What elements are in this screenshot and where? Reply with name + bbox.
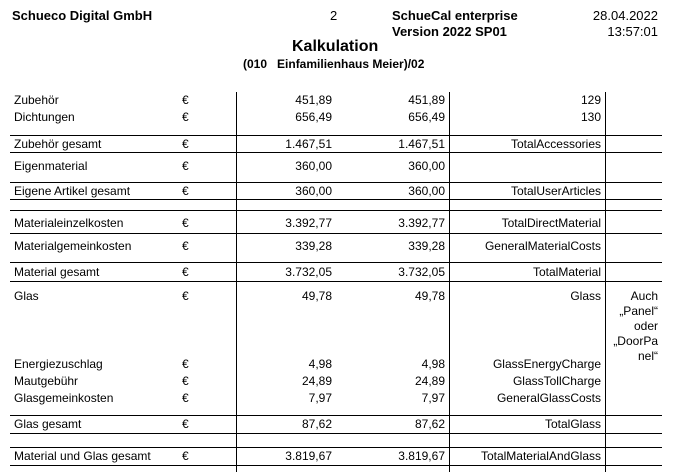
value-1: 3.392,77 (285, 216, 332, 230)
row-divider (10, 152, 662, 153)
row-code: 129 (580, 93, 601, 107)
row-code: 130 (580, 110, 601, 124)
row-label: Glas gesamt (14, 417, 82, 431)
value-1: 360,00 (295, 184, 332, 198)
row-divider (10, 262, 662, 263)
app-name: SchueCal enterprise (392, 8, 518, 23)
note-line: „DoorPa (613, 334, 658, 348)
value-2: 87,62 (414, 417, 445, 431)
company-name: Schueco Digital GmbH (12, 8, 153, 23)
value-2: 49,78 (414, 289, 445, 303)
row-label: Material gesamt (14, 265, 100, 279)
value-1: 24,89 (301, 374, 332, 388)
value-1: 49,78 (301, 289, 332, 303)
value-2: 1.467,51 (398, 137, 445, 151)
page-subtitle: (010 Einfamilienhaus Meier)/02 (243, 57, 425, 71)
value-2: 7,97 (421, 391, 445, 405)
currency-symbol: € (182, 289, 189, 303)
value-1: 451,89 (295, 93, 332, 107)
row-divider (10, 465, 662, 466)
row-code: TotalMaterialAndGlass (480, 449, 601, 463)
currency-symbol: € (182, 357, 189, 371)
currency-symbol: € (182, 391, 189, 405)
value-1: 339,28 (295, 239, 332, 253)
currency-symbol: € (182, 110, 189, 124)
currency-symbol: € (182, 417, 189, 431)
app-version: Version 2022 SP01 (392, 24, 507, 39)
row-divider (10, 281, 662, 282)
report-time: 13:57:01 (607, 24, 658, 39)
currency-symbol: € (182, 137, 189, 151)
row-label: Eigenmaterial (14, 159, 88, 173)
note-line: oder (633, 319, 658, 333)
value-2: 3.819,67 (398, 449, 445, 463)
value-2: 360,00 (408, 184, 445, 198)
value-2: 24,89 (414, 374, 445, 388)
value-2: 3.732,05 (398, 265, 445, 279)
row-divider (10, 182, 662, 183)
row-code: GeneralMaterialCosts (484, 239, 601, 253)
row-divider (10, 447, 662, 448)
row-divider (10, 233, 662, 234)
row-label: Zubehör gesamt (14, 137, 102, 151)
currency-symbol: € (182, 449, 189, 463)
row-code: TotalAccessories (510, 137, 601, 151)
row-code: TotalDirectMaterial (501, 216, 601, 230)
row-label: Materialeinzelkosten (14, 216, 124, 230)
currency-symbol: € (182, 216, 189, 230)
row-code: GlassTollCharge (512, 374, 601, 388)
report-date: 28.04.2022 (592, 8, 658, 23)
note-line: nel“ (637, 349, 658, 363)
value-1: 87,62 (301, 417, 332, 431)
row-divider (10, 199, 662, 200)
note-line: „Panel“ (619, 304, 658, 318)
value-1: 3.732,05 (285, 265, 332, 279)
value-2: 4,98 (421, 357, 445, 371)
currency-symbol: € (182, 93, 189, 107)
row-label: Eigene Artikel gesamt (14, 184, 131, 198)
currency-symbol: € (182, 239, 189, 253)
row-divider (10, 135, 662, 136)
row-label: Energiezuschlag (14, 357, 103, 371)
row-divider (10, 415, 662, 416)
glass-note (606, 289, 658, 364)
row-code: GeneralGlassCosts (496, 391, 601, 405)
row-label: Dichtungen (14, 110, 75, 124)
currency-symbol: € (182, 159, 189, 173)
value-1: 3.819,67 (285, 449, 332, 463)
value-2: 656,49 (408, 110, 445, 124)
row-label: Glasgemeinkosten (14, 391, 114, 405)
value-1: 1.467,51 (285, 137, 332, 151)
value-1: 4,98 (308, 357, 332, 371)
page-title: Kalkulation (292, 38, 379, 55)
row-label: Materialgemeinkosten (14, 239, 132, 253)
row-label: Zubehör (14, 93, 59, 107)
row-code: TotalGlass (544, 417, 601, 431)
row-code: Glass (570, 289, 601, 303)
value-1: 656,49 (295, 110, 332, 124)
value-2: 3.392,77 (398, 216, 445, 230)
row-label: Material und Glas gesamt (14, 449, 151, 463)
value-1: 7,97 (308, 391, 332, 405)
page-number: 2 (330, 8, 338, 23)
currency-symbol: € (182, 184, 189, 198)
note-line: Auch (630, 289, 658, 303)
row-code: TotalUserArticles (510, 184, 601, 198)
row-divider (10, 210, 662, 211)
row-code: TotalMaterial (532, 265, 601, 279)
value-2: 451,89 (408, 93, 445, 107)
value-2: 339,28 (408, 239, 445, 253)
row-code: GlassEnergyCharge (492, 357, 601, 371)
row-divider (10, 433, 662, 434)
value-1: 360,00 (295, 159, 332, 173)
currency-symbol: € (182, 265, 189, 279)
currency-symbol: € (182, 374, 189, 388)
row-label: Mautgebühr (14, 374, 79, 388)
row-label: Glas (14, 289, 39, 303)
value-2: 360,00 (408, 159, 445, 173)
